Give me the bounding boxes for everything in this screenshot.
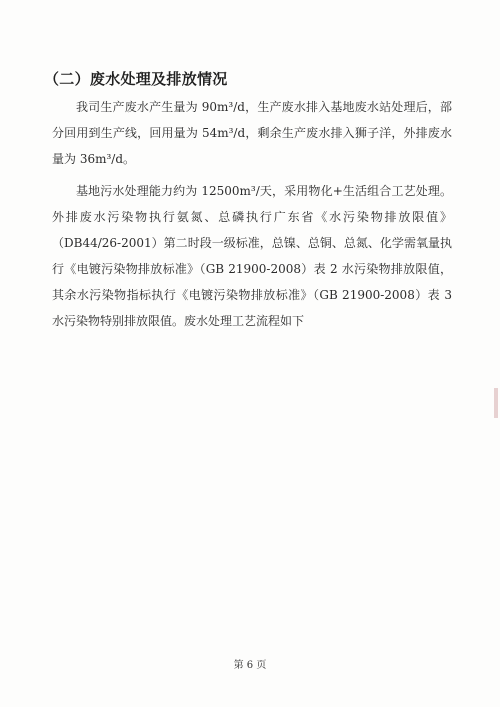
paragraph-treatment-standards: 基地污水处理能力约为 12500m³/天，采用物化+生活组合工艺处理。外排废水污染物执行氨氮、总磷执行广东省《水污染物排放限值》（DB44/26-2001）第二时段一级标准，总镍、总铜、总氮、化学需氧量执行《电镀污染物排放标准》（GB 21900-2008）表 2 水污染物排放限值，其余水污染物指标执行《电镀污染物排放标准》（GB 21900-2008）表 3 水污染物特别排放限值。废水处理工艺流程如下 — [52, 184, 452, 328]
scan-edge-mark — [494, 388, 498, 418]
paragraph-wastewater-volume: 我司生产废水产生量为 90m³/d，生产废水排入基地废水站处理后，部分回用到生产线，回用量为 54m³/d，剩余生产废水排入狮子洋，外排废水量为 36m³/d。 — [52, 100, 452, 166]
body-text — [52, 94, 452, 340]
section-heading: （二）废水处理及排放情况 — [44, 70, 228, 88]
page-number: 第 6 页 — [233, 660, 267, 671]
